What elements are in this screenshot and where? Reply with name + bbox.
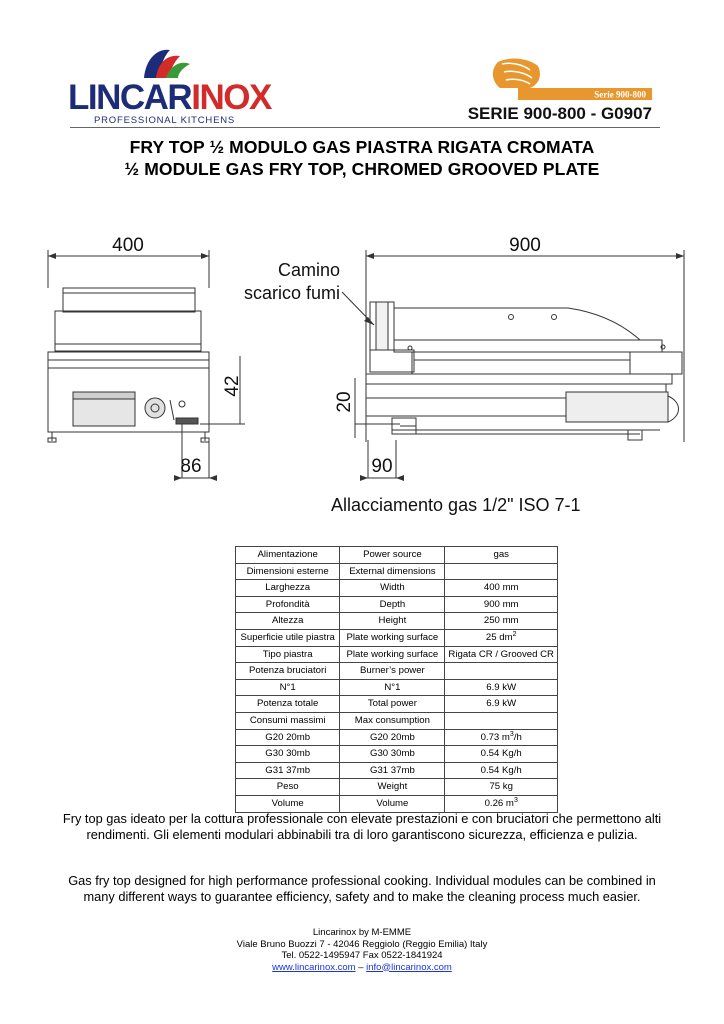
product-title-en: ½ MODULE GAS FRY TOP, CHROMED GROOVED PLATE xyxy=(124,159,600,179)
brand-part1: LINCAR xyxy=(68,78,192,117)
spec-label-en: Height xyxy=(340,613,445,630)
spec-label-it: Larghezza xyxy=(236,580,340,597)
knob-icon xyxy=(145,398,165,418)
dimension-42: 42 xyxy=(222,375,243,397)
spec-label-it: Peso xyxy=(236,779,340,796)
spec-label-it: Dimensioni esterne xyxy=(236,563,340,580)
spec-row xyxy=(236,779,558,796)
spec-label-en: Width xyxy=(340,580,445,597)
dimension-90: 90 xyxy=(371,456,393,477)
spec-value xyxy=(445,563,558,580)
spec-row xyxy=(236,580,558,597)
spec-label-en: Volume xyxy=(340,795,445,812)
brand-subtitle: PROFESSIONAL KITCHENS xyxy=(94,115,236,126)
spec-label-en: G30 30mb xyxy=(340,746,445,763)
spec-value: 0.73 $m^3/h$ xyxy=(445,729,558,746)
spec-value: 6.9 kW xyxy=(445,679,558,696)
spec-value xyxy=(445,663,558,680)
spec-label-it: G30 30mb xyxy=(236,746,340,763)
spec-label-en: External dimensions xyxy=(340,563,445,580)
spec-row xyxy=(236,613,558,630)
spec-label-en: Burner’s power xyxy=(340,663,445,680)
description-en: Gas fry top designed for high performance professional cooking. Individual modules can be combined in many different ways to guarantee efficiency, safety and to make the cleaning process much easier. xyxy=(68,873,656,904)
spec-row xyxy=(236,712,558,729)
spec-row xyxy=(236,663,558,680)
spec-value: 400 mm xyxy=(445,580,558,597)
spec-label-en: Total power xyxy=(340,696,445,713)
width-dimension: 400 xyxy=(112,235,144,256)
spec-value: 0.54 Kg/h xyxy=(445,746,558,763)
dimension-86: 86 xyxy=(180,456,202,477)
series-title: SERIE 900-800 - G0907 xyxy=(467,104,652,123)
spec-label-it: Potenza totale xyxy=(236,696,340,713)
footer xyxy=(200,927,524,973)
series-badge-label: Serie 900-800 xyxy=(594,89,646,100)
spec-label-it: Consumi massimi xyxy=(236,712,340,729)
spec-row xyxy=(236,679,558,696)
spec-label-it: Volume xyxy=(236,795,340,812)
spec-value: 0.26 $m^3$ xyxy=(445,795,558,812)
spec-label-en: Power source xyxy=(340,547,445,564)
spec-label-it: G31 37mb xyxy=(236,762,340,779)
spec-row xyxy=(236,729,558,746)
spec-value: 900 mm xyxy=(445,596,558,613)
description-it: Fry top gas ideato per la cottura professionale con elevate prestazioni e con bruciatori che permettono alti rendimenti. Gli elementi modulari abbinabili tra di loro garantiscono sicurezza, efficienza e pulizia. xyxy=(62,811,662,842)
spec-label-it: Tipo piastra xyxy=(236,646,340,663)
footer-separator: – xyxy=(355,961,367,973)
spec-label-it: Superficie utile piastra xyxy=(236,629,340,646)
email-link[interactable]: info@lincarinox.com xyxy=(366,961,452,973)
spec-row xyxy=(236,696,558,713)
spec-label-it: G20 20mb xyxy=(236,729,340,746)
spec-row xyxy=(236,547,558,564)
dimension-20: 20 xyxy=(334,391,355,413)
spec-label-en: G31 37mb xyxy=(340,762,445,779)
flue-label-line2: scarico fumi xyxy=(243,283,340,303)
brand-wordmark xyxy=(68,80,271,116)
spec-table xyxy=(235,546,558,813)
spec-value: Rigata CR / Grooved CR xyxy=(445,646,558,663)
spec-label-en: Depth xyxy=(340,596,445,613)
spec-label-en: G20 20mb xyxy=(340,729,445,746)
spec-label-en: Weight xyxy=(340,779,445,796)
header-divider xyxy=(70,127,660,128)
depth-dimension: 900 xyxy=(509,235,541,256)
series-badge xyxy=(480,54,652,104)
spec-value: 0.54 Kg/h xyxy=(445,762,558,779)
spec-label-it: Altezza xyxy=(236,613,340,630)
footer-phone: Tel. 0522-1495947 Fax 0522-1841924 xyxy=(281,950,443,961)
technical-drawing xyxy=(0,225,724,525)
footer-address: Viale Bruno Buozzi 7 - 42046 Reggiolo (Reggio Emilia) Italy xyxy=(236,938,488,950)
footer-links xyxy=(200,962,524,974)
spec-label-it: Profondità xyxy=(236,596,340,613)
spec-value: 250 mm xyxy=(445,613,558,630)
spec-row xyxy=(236,596,558,613)
spec-label-it: Alimentazione xyxy=(236,547,340,564)
spec-value: 75 kg xyxy=(445,779,558,796)
spec-label-en: N°1 xyxy=(340,679,445,696)
spec-value: 25 $dm^2$ xyxy=(445,629,558,646)
brand-part2: INOX xyxy=(191,78,271,117)
spec-value xyxy=(445,712,558,729)
spec-label-en: Max consumption xyxy=(340,712,445,729)
website-link[interactable]: www.lincarinox.com xyxy=(272,961,356,973)
footer-company: Lincarinox by M-EMME xyxy=(312,927,412,938)
flue-label-line1: Camino xyxy=(277,260,340,280)
gas-connection-label: Allacciamento gas 1/2" ISO 7-1 xyxy=(331,495,581,515)
spec-row xyxy=(236,629,558,646)
spec-row xyxy=(236,563,558,580)
spec-row xyxy=(236,746,558,763)
spec-label-en: Plate working surface xyxy=(340,629,445,646)
spec-row xyxy=(236,646,558,663)
spec-value: gas xyxy=(445,547,558,564)
spec-label-it: N°1 xyxy=(236,679,340,696)
spec-row xyxy=(236,795,558,812)
product-title-it: FRY TOP ½ MODULO GAS PIASTRA RIGATA CROMATA xyxy=(129,137,595,157)
spec-label-it: Potenza bruciatori xyxy=(236,663,340,680)
spec-label-en: Plate working surface xyxy=(340,646,445,663)
spec-row xyxy=(236,762,558,779)
spec-value: 6.9 kW xyxy=(445,696,558,713)
